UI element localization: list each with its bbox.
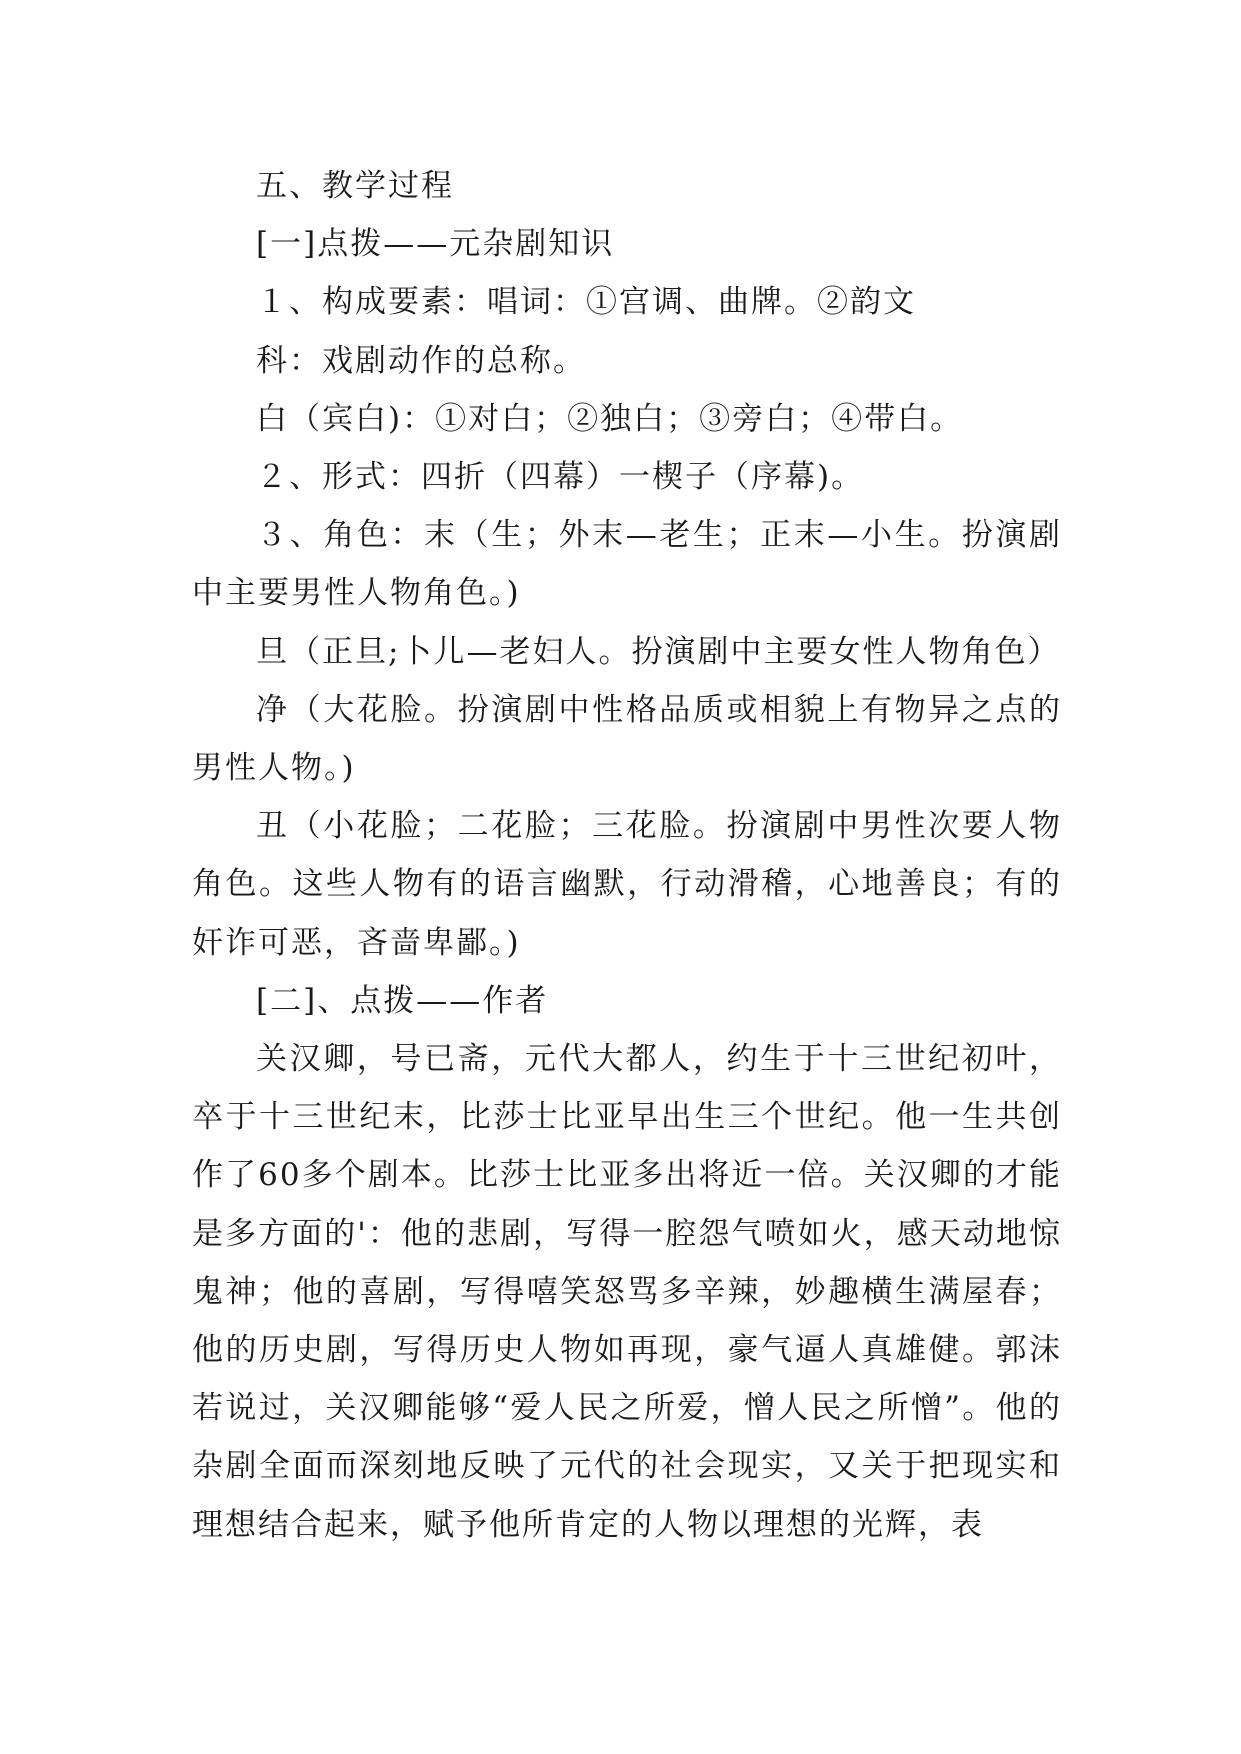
paragraph: 旦（正旦;卜儿—老妇人。扮演剧中主要女性人物角色）	[256, 633, 1061, 670]
document-body	[192, 157, 1062, 1554]
subsection-heading: [二]、点拨——作者	[256, 982, 549, 1019]
paragraph: 科：戏剧动作的总称。	[256, 342, 586, 379]
paragraph: ２、形式：四折（四幕）一楔子（序幕)。	[256, 459, 865, 496]
paragraph: 丑（小花脸；二花脸；三花脸。扮演剧中男性次要人物角色。这些人物有的语言幽默，行动滑稽，心地善良；有的奸诈可恶，吝啬卑鄙。)	[192, 808, 1062, 961]
paragraph: 净（大花脸。扮演剧中性格品质或相貌上有物异之点的男性人物。)	[192, 691, 1062, 787]
paragraph: １、构成要素：唱词：①宫调、曲牌。②韵文	[256, 284, 916, 321]
subsection-heading: [一]点拨——元杂剧知识	[256, 226, 615, 263]
paragraph: 关汉卿，号已斋，元代大都人，约生于十三世纪初叶，卒于十三世纪末，比莎士比亚早出生三个世纪。他一生共创作了60多个剧本。比莎士比亚多出将近一倍。关汉卿的才能是多方面的'：他的悲剧，写得一腔怨气喷如火，感天动地惊鬼神；他的喜剧，写得嘻笑怒骂多辛辣，妙趣横生满屋春；他的历史剧，写得历史人物如再现，豪气逼人真雄健。郭沫若说过，关汉卿能够“爱人民之所爱，憎人民之所憎”。他的杂剧全面而深刻地反映了元代的社会现实，又关于把现实和理想结合起来，赋予他所肯定的人物以理想的光辉，表	[192, 1041, 1062, 1543]
paragraph: ３、角色：末（生；外末—老生；正末—小生。扮演剧中主要男性人物角色。)	[192, 517, 1062, 612]
paragraph: 白（宾白)：①对白；②独白；③旁白；④带白。	[256, 400, 964, 437]
section-heading: 五、教学过程	[256, 168, 454, 204]
